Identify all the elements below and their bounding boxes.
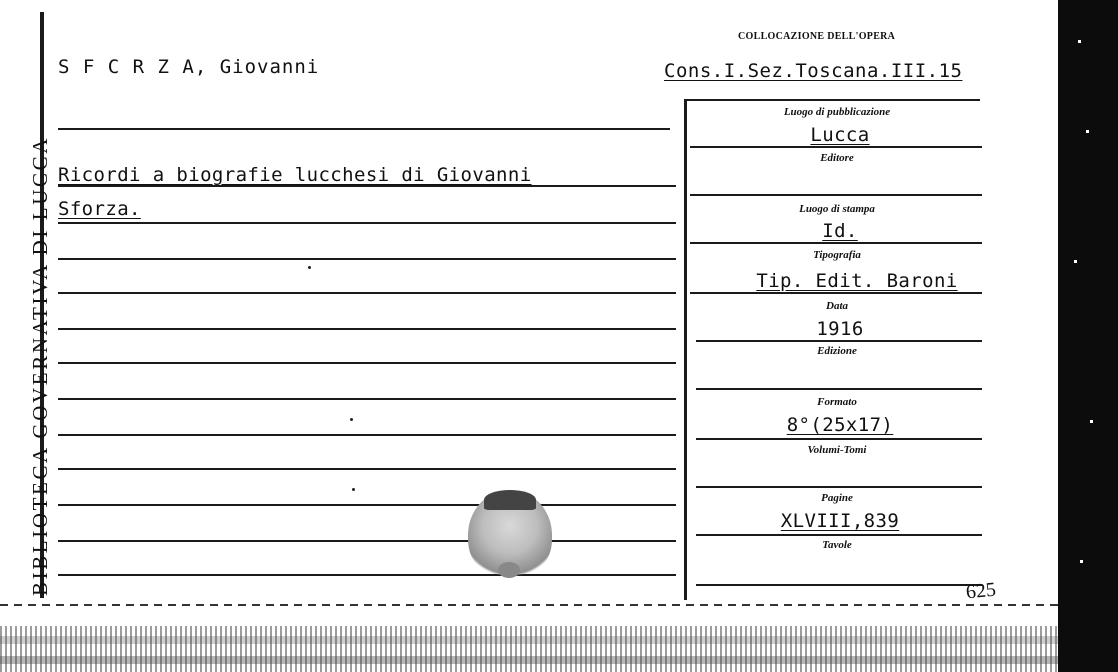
format-label: Formato bbox=[817, 396, 857, 408]
field-rule bbox=[696, 534, 982, 536]
panel-divider bbox=[684, 100, 687, 600]
publisher-label: Editore bbox=[820, 152, 854, 164]
ruled-line bbox=[58, 540, 676, 542]
ruled-line bbox=[58, 434, 676, 436]
panel-top-rule bbox=[684, 99, 980, 101]
ruled-line bbox=[58, 468, 676, 470]
format-value: 8°(25x17) bbox=[786, 414, 894, 436]
plates-label: Tavole bbox=[822, 539, 852, 551]
title-line-1: Ricordi a biografie lucchesi di Giovanni bbox=[58, 164, 532, 186]
ruled-line bbox=[58, 258, 676, 260]
pages-value: XLVIII,839 bbox=[780, 510, 900, 532]
ruled-line bbox=[58, 398, 676, 400]
ruled-line bbox=[58, 292, 676, 294]
date-value: 1916 bbox=[816, 318, 864, 340]
print-place-label: Luogo di stampa bbox=[799, 203, 875, 215]
field-rule bbox=[696, 486, 982, 488]
scan-right-edge bbox=[1058, 0, 1118, 672]
ruled-line bbox=[58, 504, 676, 506]
stamp-base bbox=[498, 562, 520, 578]
ruled-line bbox=[58, 128, 670, 130]
speck bbox=[350, 418, 353, 421]
field-rule bbox=[696, 388, 982, 390]
speck bbox=[1078, 40, 1081, 43]
place-value: Lucca bbox=[810, 124, 870, 146]
field-rule bbox=[690, 194, 982, 196]
library-imprint: BIBLIOTECA GOVERNATIVA DI LUCCA bbox=[28, 136, 52, 596]
date-label: Data bbox=[826, 300, 848, 312]
print-place-value: Id. bbox=[822, 220, 858, 242]
inventory-number: 625 bbox=[964, 578, 998, 604]
edition-label: Edizione bbox=[817, 345, 857, 357]
card-bottom-edge bbox=[0, 604, 1060, 606]
place-label: Luogo di pubblicazione bbox=[783, 106, 891, 118]
scan-noise bbox=[0, 626, 1060, 672]
speck bbox=[308, 266, 311, 269]
printer-value: Tip. Edit. Baroni bbox=[756, 270, 958, 292]
field-rule bbox=[696, 584, 982, 586]
collocation-header: COLLOCAZIONE DELL'OPERA bbox=[738, 31, 896, 42]
ruled-line bbox=[58, 574, 676, 576]
author-heading: S F C R Z A, Giovanni bbox=[58, 56, 320, 78]
pages-label: Pagine bbox=[821, 492, 853, 504]
speck bbox=[1074, 260, 1077, 263]
stamp-crown bbox=[484, 490, 536, 510]
speck bbox=[1080, 560, 1083, 563]
field-rule bbox=[696, 340, 982, 342]
ruled-line bbox=[58, 222, 676, 224]
ruled-line bbox=[58, 362, 676, 364]
speck bbox=[352, 488, 355, 491]
field-rule bbox=[690, 292, 982, 294]
field-rule bbox=[690, 242, 982, 244]
speck bbox=[1086, 130, 1089, 133]
ruled-line bbox=[58, 328, 676, 330]
volumes-label: Volumi-Tomi bbox=[807, 444, 867, 456]
shelfmark: Cons.I.Sez.Toscana.III.15 bbox=[664, 60, 963, 82]
printer-label: Tipografia bbox=[813, 249, 861, 261]
field-rule bbox=[696, 438, 982, 440]
speck bbox=[1090, 420, 1093, 423]
title-line-2: Sforza. bbox=[58, 198, 141, 220]
field-rule bbox=[690, 146, 982, 148]
